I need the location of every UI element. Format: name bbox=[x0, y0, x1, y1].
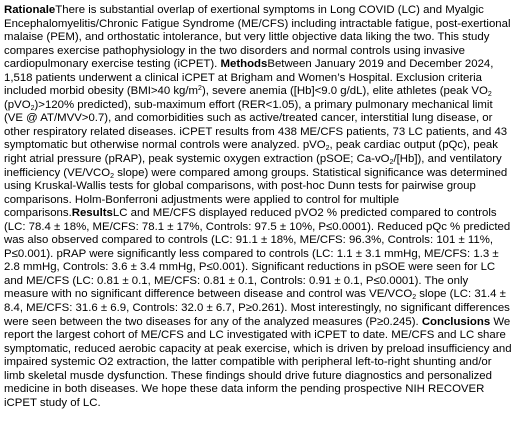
methods-text: Between January 2019 and December 2024, 1,518 patients underwent a clinical iCPET at Brigham and Women’s Hospital. Exclusion criteria included morbid obesity (BMI>40 kg/m bbox=[4, 58, 494, 98]
superscript: 2 bbox=[198, 85, 202, 93]
methods-text: (pVO bbox=[4, 98, 31, 111]
subscript: 2 bbox=[389, 159, 394, 167]
methods-text: )>120% predicted), sub-maximum effort (RER<1.05), a primary pulmonary mechanical limit (VE @ AT/MVV>0.7), and comorbidities such as active/treated cancer, interstitial lung disease, or other respiratory related diseases. iCPET results from 438 ME/CFS patients, 73 LC patients, and 43 symptomatic but otherwise normal controls were analyzed. pVO bbox=[4, 98, 508, 152]
methods-text: /[Hb]), and ventilatory inefficiency (VE/VCO bbox=[4, 153, 502, 179]
subscript: 2 bbox=[110, 172, 115, 180]
methods-text: slope) were compared among groups. Statistical significance was determined using Kruskal-Wallis tests for global comparisons, with post-hoc Dunn tests for pairwise group comparisons. Holm-Bonferroni adjustments were applied to control for multiple comparisons. bbox=[4, 166, 508, 220]
methods-heading: Methods bbox=[220, 58, 268, 71]
conclusions-text: We report the largest cohort of ME/CFS and LC investigated with iCPET to date. ME/CFS and LC share symptomatic, reduced aerobic capacity at peak exercise, which is driven by preload insufficiency and impaired systemic O2 extraction, the latter compatible with peripheral left-to-right shunting and/or limb skeletal musde dysfunction. These findings should drive future diagnostics and personalized medicine in both diseases. We hope these data inform the pending prospective NIH RECOVER iCPET study of LC. bbox=[4, 315, 512, 409]
results-text: LC and ME/CFS displayed reduced pVO2 % predicted compared to controls (LC: 78.4 ± 18%, ME/CFS: 78.1 ± 17%, Controls: 97.5 ± 10%, P≤0.0001). Reduced pQc % predicted was also observed compared to controls (LC: 91.1 ± 18%, ME/CFS: 96.3%, Controls: 101 ± 11%, P≤0.001). pRAP were significantly less compared to controls (LC: 1.1 ± 3.1 mmHg, ME/CFS: 1.3 ± 2.8 mmHg, Controls: 3.6 ± 3.4 mmHg, P≤0.001). Significant reductions in pSOE were seen for LC and ME/CFS (LC: 0.81 ± 0.1, ME/CFS: 0.81 ± 0.1, Controls: 0.91 ± 0.1, P≤0.0001). The only measure with no significant difference between disease and control was VE/VCO bbox=[4, 207, 511, 301]
methods-text: , peak cardiac output (pQc), peak right atrial pressure (pRAP), peak systemic oxygen extraction (pSOE; Ca-vO bbox=[4, 139, 498, 166]
conclusions-heading: Conclusions bbox=[421, 315, 491, 328]
methods-text: ), severe anemia ([Hb]<9.0 g/dL), elite athletes (peak VO bbox=[201, 85, 488, 98]
subscript: 2 bbox=[325, 145, 330, 153]
subscript: 2 bbox=[412, 294, 417, 302]
subscript: 2 bbox=[30, 104, 35, 112]
rationale-text: There is substantial overlap of exertional symptoms in Long COVID (LC) and Myalgic Encephalomyelitis/Chronic Fatigue Syndrome (ME/CFS) including intractable fatigue, post-exertional malaise (PEM), and orthostatic intolerance, but very little objective data liking the two. This study compares exercise pathophysiology in the two disorders and normal controls using invasive cardiopulmonary exercise testing (iCPET). bbox=[4, 4, 511, 71]
results-heading: Results bbox=[71, 207, 113, 220]
subscript: 2 bbox=[487, 91, 492, 99]
rationale-heading: Rationale bbox=[4, 4, 56, 16]
results-text: slope (LC: 31.4 ± 8.4, ME/CFS: 31.6 ± 6.9, Controls: 32.0 ± 6.7, P≥0.261). Most interestingly, no significant differences were seen between the two diseases for any of the analyzed measures (P≥0.245). bbox=[4, 288, 510, 328]
